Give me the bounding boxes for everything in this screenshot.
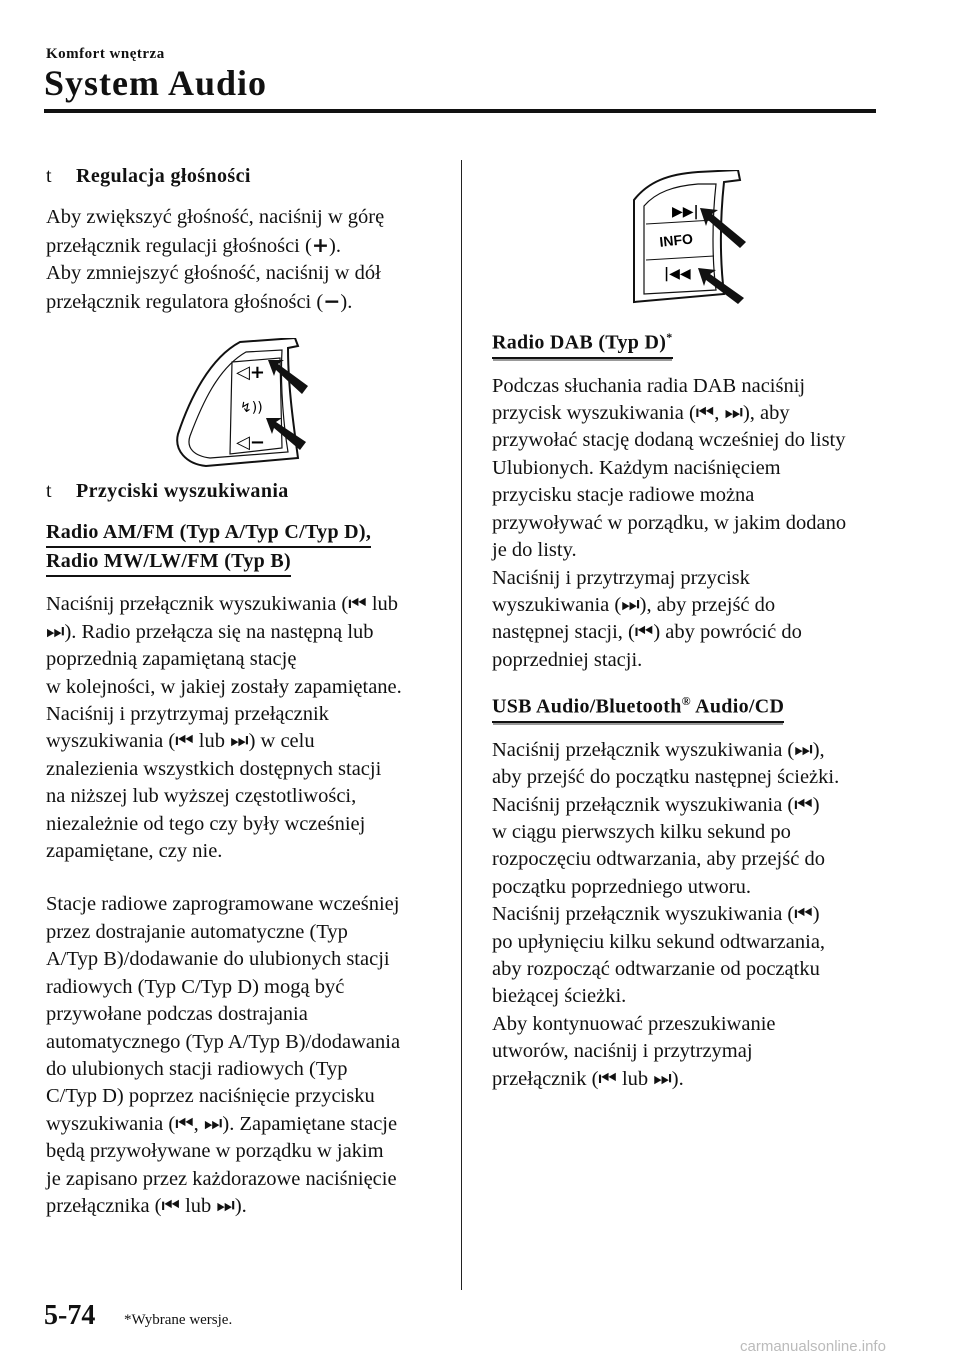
footnote: *Wybrane wersje.: [124, 1312, 233, 1328]
seek-subheading-2: Radio MW/LW/FM (Typ B): [46, 548, 291, 577]
column-divider: [461, 160, 462, 1290]
svg-text:▶▶|: ▶▶|: [672, 204, 699, 220]
svg-text:INFO: INFO: [658, 230, 694, 250]
volume-heading: t Regulacja głośności: [46, 163, 444, 190]
usb-heading: USB Audio/Bluetooth® Audio/CD: [492, 688, 784, 723]
usb-paragraph: Naciśnij przełącznik wyszukiwania (⏭), aby przejść do początku następnej ścieżki. Naciśnij przełącznik wyszukiwania (⏮) w ciągu pierwszych kilku sekund po rozpoczęciu odtwarzania, aby przejść do początku poprzedniego utworu. Naciśnij przełącznik wyszukiwania (⏮) po upłynięciu kilku sekund odtwarzania, aby rozpocząć odtwarzanie od początku bieżącej ścieżki. Aby kontynuować przeszukiwanie utworów, naciśnij i przytrzymaj przełącznik (⏮ lub ⏭).: [492, 738, 840, 1090]
volume-line-3: Aby zmniejszyć głośność, naciśnij w dół: [46, 262, 381, 285]
svg-text:|◀◀: |◀◀: [664, 266, 691, 282]
svg-text:↯)): ↯)): [240, 400, 263, 416]
page-title: System Audio: [44, 63, 268, 103]
plus-icon: +: [311, 232, 330, 257]
dab-paragraph: Podczas słuchania radia DAB naciśnij przycisk wyszukiwania (⏮, ⏭), aby przywołać stację dodaną wcześniej do listy Ulubionych. Każdym naciśnięciem przycisku stacje radiowe można przywoływać w porządku, w jakim dodano je do listy. Naciśnij i przytrzymaj przycisk wyszukiwania (⏭), aby przejść do następnej stacji, (⏮) aby powrócić do poprzedniej stacji.: [492, 374, 847, 671]
svg-text:◁+: ◁+: [236, 362, 265, 383]
volume-switch-figure: [170, 338, 310, 470]
volume-line-2: przełącznik regulacji głośności (+).: [46, 232, 341, 257]
seek-heading: t Przyciski wyszukiwania: [46, 478, 444, 505]
section-kicker: Komfort wnętrza: [46, 46, 165, 62]
dab-heading: Radio DAB (Typ D)*: [492, 324, 673, 359]
page-number: 5-74: [44, 1300, 96, 1331]
left-column: [46, 163, 444, 316]
bullet-icon: t: [46, 165, 52, 187]
right-column: [492, 324, 884, 1093]
svg-text:◁−: ◁−: [236, 432, 265, 453]
minus-icon: −: [323, 288, 341, 313]
watermark: carmanualsonline.info: [740, 1338, 886, 1355]
bullet-icon: t: [46, 480, 52, 502]
left-column-seek: [46, 478, 444, 1220]
seek-switch-figure: [628, 170, 748, 306]
seek-paragraph-2: Stacje radiowe zaprogramowane wcześniej przez dostrajanie automatyczne (Typ A/Typ B)/dodawanie do ulubionych stacji radiowych (Typ C/Typ D) mogą być przywołane podczas dostrajania automatycznego (Typ A/Typ B)/dodawania do ulubionych stacji radiowych (Typ C/Typ D) poprzez naciśnięcie przycisku wyszukiwania (⏮, ⏭). Zapamiętane stacje będą przywoływane w porządku w jakim je zapisano przez każdorazowe naciśnięcie przełącznika (⏮ lub ⏭).: [46, 893, 401, 1217]
seek-paragraph-1: Naciśnij przełącznik wyszukiwania (⏮ lub ⏭). Radio przełącza się na następną lub poprzednią zapamiętaną stację w kolejności, w jakiej zostały zapamiętane. Naciśnij i przytrzymaj przełącznik wyszukiwania (⏮ lub ⏭) w celu znalezienia wszystkich dostępnych stacji na niższej lub wyższej częstotliwości, niezależnie od tego czy były wcześniej zapamiętane, czy nie.: [46, 593, 402, 863]
volume-line-4: przełącznik regulatora głośności (−).: [46, 288, 353, 313]
seek-subheading-1: Radio AM/FM (Typ A/Typ C/Typ D),: [46, 519, 371, 548]
header-rule: [44, 109, 876, 113]
volume-line-1: Aby zwiększyć głośność, naciśnij w górę: [46, 206, 385, 229]
